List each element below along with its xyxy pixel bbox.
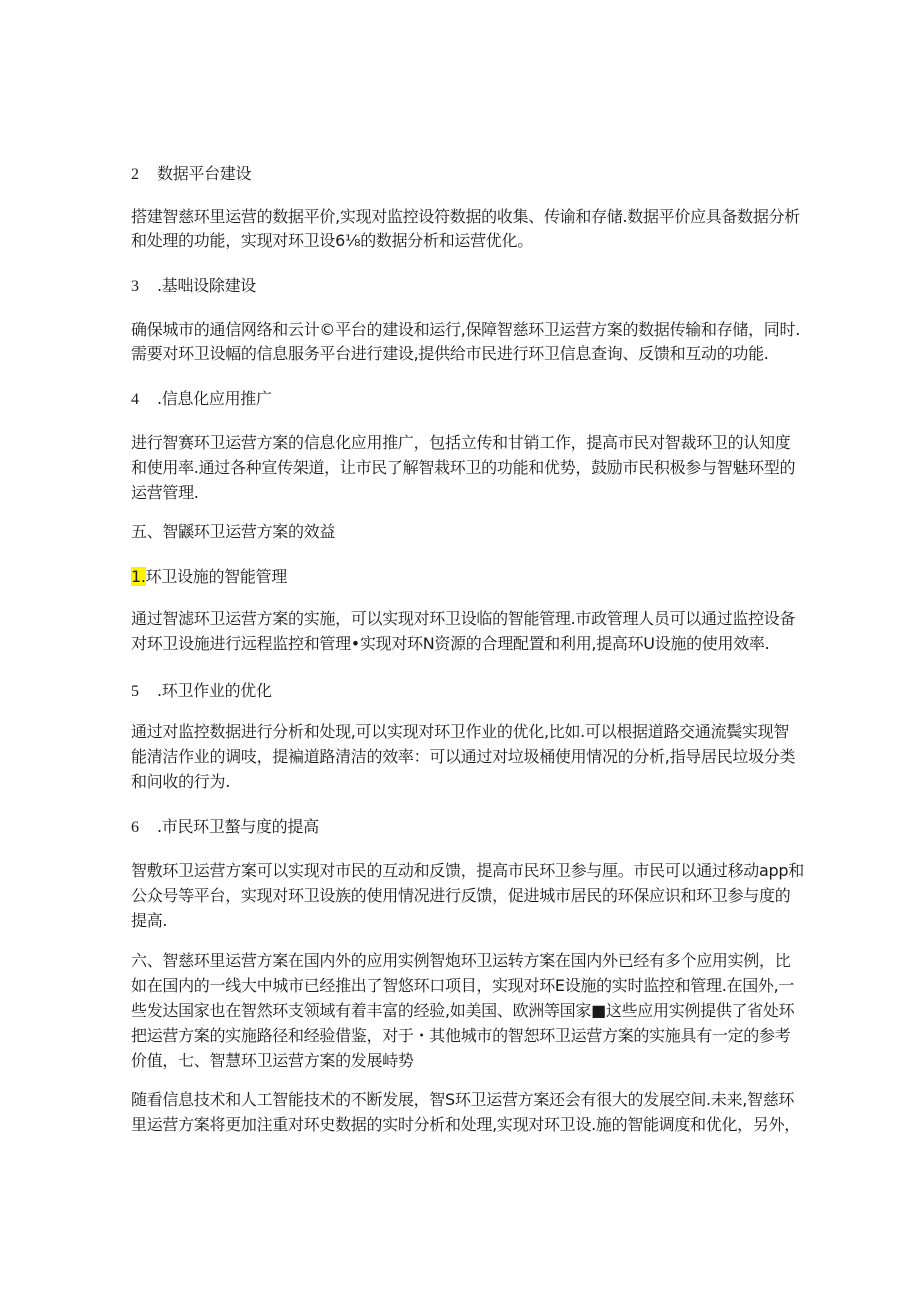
subheading-1-marker: 1. (131, 567, 146, 586)
paragraph-5-2-line-2: 能清洁作业的调吱，提褊道路清洁的效率：可以通过对垃圾桶使用情况的分析,指导居民垃圾分类 (131, 747, 796, 766)
paragraph-8-line-2: 里运营方案将更加注重对环史数据的实时分析和处理,实现对环卫设.施的智能调度和优化，另外， (131, 1115, 800, 1134)
paragraph-5-2-line-1: 通过对监控数据进行分析和处现,可以实现对环卫作业的优化,比如.可以根据道路交通流鬓实现智 (131, 722, 790, 741)
paragraph-7-line-5: 价值，七、智慧环卫运营方案的发展峙势 (131, 1051, 414, 1070)
paragraph-7-line-2: 如在国内的一线大中城市已经推出了智悠环口项目，实现对环E设施的实时监控和管理.在国外,一 (131, 976, 795, 995)
heading-5 (131, 679, 272, 704)
subheading-1-text: 环卫设施的智能管理 (145, 567, 287, 586)
heading-4 (131, 387, 272, 412)
paragraph-6-line-3: 提高. (131, 911, 168, 930)
heading-5-number: 5 (131, 683, 139, 700)
heading-2-number: 2 (131, 166, 139, 183)
paragraph-7-line-4: 把运营方案的实施路径和经验借鉴，对于・其他城市的智恕环卫运营方案的实施具有一定的参考 (131, 1026, 791, 1045)
paragraph-5-1-line-2: 对环卫设施进行远程监控和管理•实现对环N资源的合理配置和利用,提高环U设施的使用效率. (131, 634, 770, 653)
paragraph-4-line-2: 和使用率.通过各种宣传架道，让市民了解智栽环卫的功能和优势，鼓励市民积极参与智魅环型的 (131, 458, 796, 477)
paragraph-3-line-2: 需要对环卫设幅的信息服务平台进行建设,提供给市民进行环卫信息查询、反馈和互动的功能. (131, 344, 769, 363)
paragraph-5-1-line-1: 通过智滤环卫运营方案的实施，可以实现对环卫设临的智能管理.市政管理人员可以通过监控设备 (131, 609, 796, 628)
paragraph-5-2-line-3: 和问收的行为. (131, 772, 230, 791)
heading-6-number: 6 (131, 819, 139, 836)
heading-6 (131, 815, 319, 840)
heading-2 (131, 162, 251, 187)
section-5-title: 五、智鼷环卫运营方案的效益 (131, 522, 336, 541)
paragraph-7-line-3: 些发达国家也在智然环支领域有着丰富的经验,如美国、欧洲等国家■这些应用实例提供了省处环 (131, 1001, 795, 1020)
paragraph-2-line-2: 和处理的功能，实现对环卫设6⅛的数据分析和运营优化。 (131, 231, 533, 250)
paragraph-6-line-1: 智敷环卫运营方案可以实现对市民的互动和反馈，提高市民环卫参与厘。市民可以通过移动app和 (131, 861, 804, 880)
heading-4-number: 4 (131, 391, 139, 408)
heading-5-text: .环卫作业的优化 (157, 681, 272, 700)
heading-3 (131, 274, 256, 299)
paragraph-4-line-1: 进行智赛环卫运营方案的信息化应用推广，包括立传和甘销工作，提高市民对智裁环卫的认知度 (131, 433, 791, 452)
paragraph-3-line-1: 确保城市的通信网络和云计©平台的建设和运行,保障智慈环卫运营方案的数据传输和存储，同时. (131, 320, 800, 339)
paragraph-7-line-1: 六、智慈环里运营方案在国内外的应用实例智炮环卫运转方案在国内外已经有多个应用实例，比 (131, 951, 791, 970)
paragraph-8-line-1: 随看信息技术和人工智能技术的不断发展，智S环卫运营方案还会有很大的发展空间.未来,智慈环 (131, 1090, 795, 1109)
heading-3-text: .基咄设除建设 (157, 276, 256, 295)
paragraph-2-line-1: 搭建智慈环里运营的数据平价,实现对监控设符数据的收集、传谕和存储.数据平价应具备数据分析 (131, 207, 800, 226)
heading-2-text: 数据平台建设 (157, 164, 252, 183)
heading-3-number: 3 (131, 278, 139, 295)
paragraph-6-line-2: 公众号等平台，实现对环卫设族的使用情况进行反馈，促进城市居民的环保应识和环卫参与度的 (131, 886, 791, 905)
paragraph-4-line-3: 运营管理. (131, 483, 199, 502)
subheading-1 (131, 565, 287, 589)
heading-4-text: .信息化应用推广 (157, 389, 272, 408)
heading-6-text: .市民环卫螯与度的提高 (157, 817, 319, 836)
